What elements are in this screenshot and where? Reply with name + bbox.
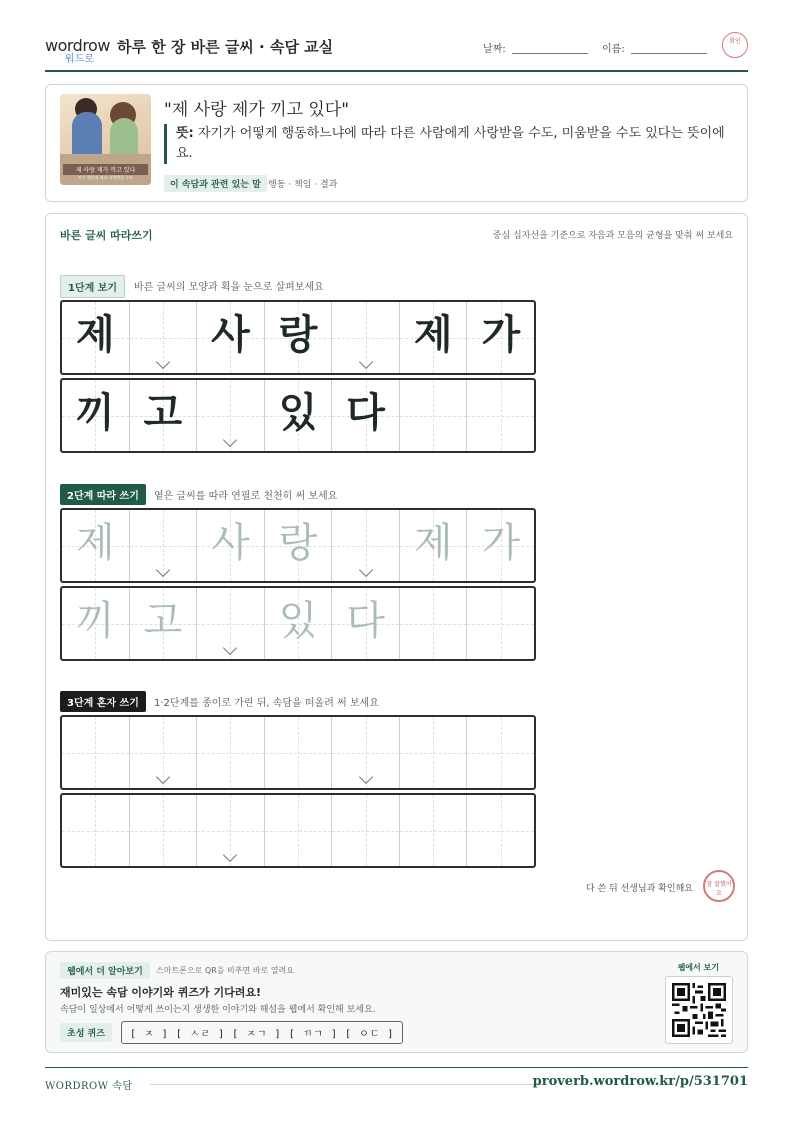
page-header [45,30,748,72]
step2-row-1[interactable] [60,508,536,583]
grid-glyph: 랑 [278,519,318,566]
meaning-text: 자기가 어떻게 행동하느냐에 따라 다른 사람에게 사랑받을 수도, 미움받을 수도 있다는 뜻이에요. [176,126,725,161]
proverb-meaning [164,124,734,164]
page-title: 하루 한 장 바른 글씨 · 속담 교실 [117,38,334,56]
related-label: 이 속담과 관련 있는 말 [164,175,267,192]
grid-cell[interactable] [197,717,265,788]
step3-row-1[interactable] [60,715,536,790]
grid-cell[interactable] [62,795,130,866]
grid-cell[interactable] [265,795,333,866]
grid-cell [197,380,265,451]
footer-rule [150,1084,542,1085]
grid-cell[interactable] [130,795,198,866]
grid-glyph: 제 [75,519,115,566]
grid-glyph: 제 [413,311,453,358]
grid-cell [62,302,130,373]
web-more-badge: 웹에서 더 알아보기 [60,962,150,979]
footer-divider [45,1067,748,1068]
grid-cell[interactable] [332,588,400,659]
date-field[interactable] [512,53,588,54]
grid-glyph: 고 [143,597,183,644]
grid-cell [265,302,333,373]
grid-glyph: 가 [481,311,521,358]
grid-cell [130,302,198,373]
step1-badge: 1단계 보기 [60,275,125,298]
grid-glyph: 랑 [278,311,318,358]
grid-cell[interactable] [62,717,130,788]
footer-url[interactable]: proverb.wordrow.kr/p/531701 [532,1074,748,1089]
grid-cell[interactable] [130,717,198,788]
proverb-card [45,84,748,202]
grid-cell [265,380,333,451]
date-label: 날짜: [483,44,506,55]
grid-cell[interactable] [197,795,265,866]
space-chevron-icon [359,770,373,784]
grid-glyph: 사 [211,311,250,358]
practice-title: 바른 글씨 따라쓰기 [60,229,153,242]
chosung-quiz-box: [ ㅈ ] [ ㅅㄹ ] [ ㅈㄱ ] [ ㄲㄱ ] [ ㅇㄷ ] [121,1021,403,1044]
web-more-card [45,951,748,1053]
grid-cell[interactable] [197,588,265,659]
practice-section [45,213,748,941]
grid-cell[interactable] [400,510,468,581]
grid-cell [130,380,198,451]
name-field[interactable] [631,53,707,54]
grid-glyph: 사 [211,519,250,566]
grid-cell[interactable] [265,588,333,659]
grid-cell[interactable] [467,588,534,659]
proverb-text: "제 사랑 제가 끼고 있다" [164,100,350,120]
footer-brand: WORDROW 속담 [45,1081,133,1092]
grid-glyph: 다 [346,597,385,644]
step1-hint: 바른 글씨의 모양과 획을 눈으로 살펴보세요 [134,282,324,293]
grid-glyph: 다 [346,389,385,436]
meaning-label: 뜻: [176,126,194,141]
illustration-caption: 제 사랑 제가 끼고 있다 [63,164,148,175]
grid-cell[interactable] [130,588,198,659]
grid-cell[interactable] [197,510,265,581]
grid-cell [62,380,130,451]
grid-cell[interactable] [62,510,130,581]
grid-glyph: 제 [75,311,115,358]
grid-cell[interactable] [467,717,534,788]
space-chevron-icon [359,563,373,577]
web-more-desc: 속담이 일상에서 어떻게 쓰이는지 생생한 이야기와 해설을 웹에서 확인해 보세요. [60,1005,376,1015]
space-chevron-icon [359,355,373,369]
grid-cell[interactable] [400,795,468,866]
space-chevron-icon [156,355,170,369]
grid-cell [467,380,534,451]
step2-badge: 2단계 따라 쓰기 [60,484,146,505]
space-chevron-icon [223,641,237,655]
good-job-stamp-icon: 참 잘했어요 [703,870,735,902]
space-chevron-icon [156,563,170,577]
grid-cell [467,302,534,373]
grid-cell [197,302,265,373]
step3-row-2[interactable] [60,793,536,868]
illustration-subcaption: 자기 행동에 따라 사랑받을 수도 [77,175,134,180]
chosung-quiz-label: 초성 퀴즈 [60,1023,112,1042]
grid-glyph: 가 [481,519,521,566]
space-chevron-icon [156,770,170,784]
grid-glyph: 끼 [75,389,115,436]
name-label: 이름: [602,44,625,55]
confirm-stamp-icon: 확인 [722,32,748,58]
web-more-hint: 스마트폰으로 QR을 비추면 바로 열려요 [156,966,294,975]
grid-glyph: 끼 [75,597,115,644]
step2-hint: 옅은 글씨를 따라 연필로 천천히 써 보세요 [154,491,338,502]
grid-cell[interactable] [332,510,400,581]
grid-cell[interactable] [400,717,468,788]
grid-cell[interactable] [130,510,198,581]
step3-hint: 1·2단계를 종이로 가린 뒤, 속담을 떠올려 써 보세요 [154,698,379,709]
grid-cell[interactable] [332,717,400,788]
grid-cell[interactable] [265,510,333,581]
grid-glyph: 있 [278,597,318,644]
space-chevron-icon [223,848,237,862]
grid-cell [332,380,400,451]
qr-code-icon[interactable] [665,976,733,1044]
logo-subtext: 워드로 [65,54,94,65]
grid-glyph: 제 [413,519,453,566]
step1-row-1 [60,300,536,375]
grid-cell [400,380,468,451]
grid-cell[interactable] [332,795,400,866]
grid-glyph: 있 [278,389,318,436]
check-text: 다 쓴 뒤 선생님과 확인해요 [585,884,693,894]
space-chevron-icon [223,433,237,447]
grid-cell [400,302,468,373]
wordrow-logo: wordrow [45,36,110,55]
grid-cell[interactable] [265,717,333,788]
proverb-illustration [60,94,151,185]
grid-glyph: 고 [143,389,183,436]
qr-label: 웹에서 보기 [677,963,719,972]
step3-badge: 3단계 혼자 쓰기 [60,691,146,712]
grid-cell [332,302,400,373]
grid-cell[interactable] [62,588,130,659]
grid-cell[interactable] [467,795,534,866]
related-words: 행동 · 책임 · 결과 [268,180,338,190]
grid-cell[interactable] [400,588,468,659]
step2-row-2[interactable] [60,586,536,661]
step1-row-2 [60,378,536,453]
web-more-title: 재미있는 속담 이야기와 퀴즈가 기다려요! [60,986,261,999]
grid-cell[interactable] [467,510,534,581]
practice-hint: 중심 십자선을 기준으로 자음과 모음의 균형을 맞춰 써 보세요 [492,231,733,241]
